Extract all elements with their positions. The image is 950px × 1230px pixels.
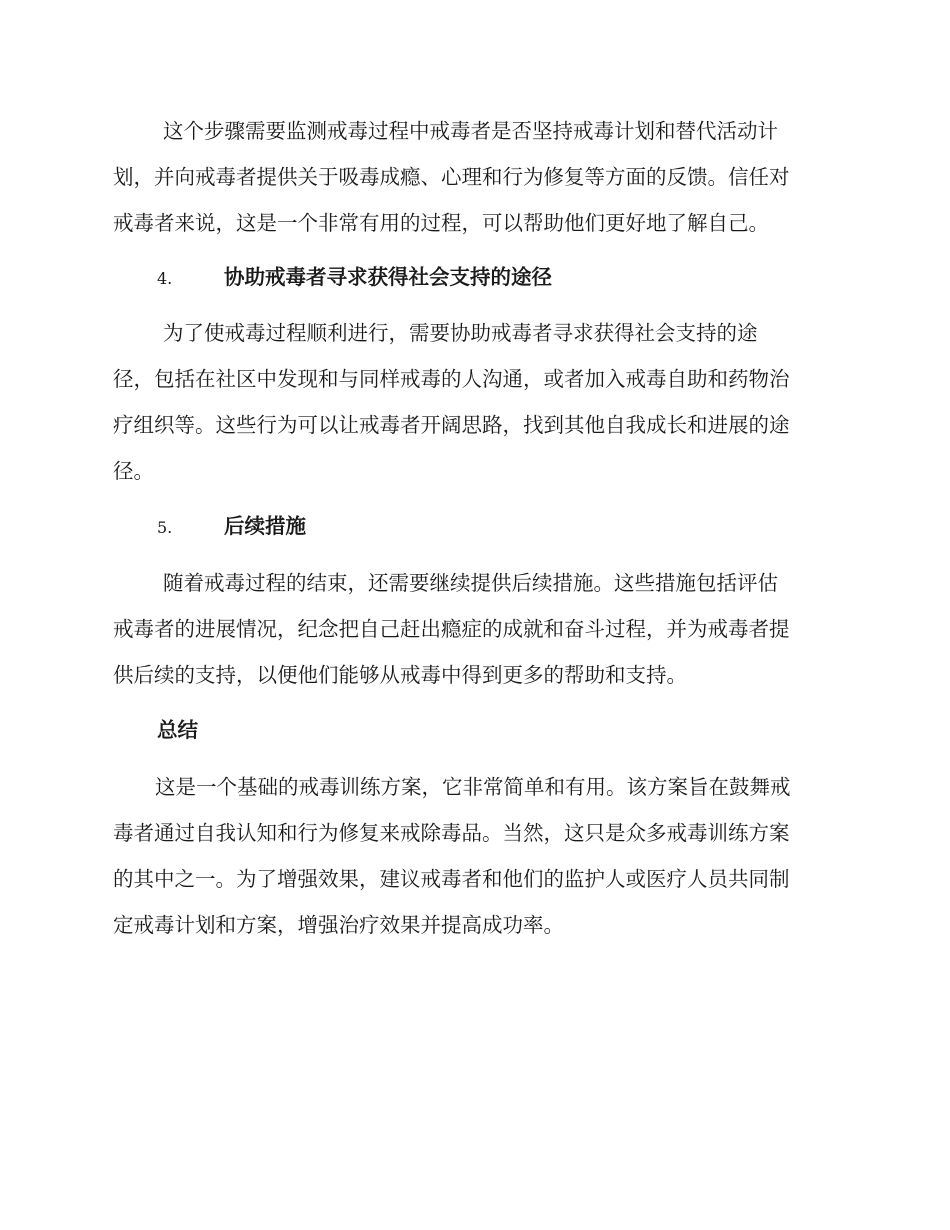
paragraph-line: 的其中之一。为了增强效果，建议戒毒者和他们的监护人或医疗人员共同制 bbox=[113, 867, 790, 891]
paragraph-line: 径。 bbox=[113, 459, 154, 483]
section-heading-5 bbox=[157, 512, 306, 542]
section-title: 协助戒毒者寻求获得社会支持的途径 bbox=[224, 265, 552, 289]
paragraph-followup bbox=[113, 560, 833, 698]
paragraph-line: 划，并向戒毒者提供关于吸毒成瘾、心理和行为修复等方面的反馈。信任对 bbox=[113, 165, 790, 189]
paragraph-line: 戒毒者的进展情况，纪念把自己赶出瘾症的成就和奋斗过程，并为戒毒者提 bbox=[113, 617, 790, 641]
paragraph-social-support bbox=[113, 310, 833, 494]
paragraph-line: 随着戒毒过程的结束，还需要继续提供后续措施。这些措施包括评估 bbox=[163, 571, 778, 595]
section-number: 4. bbox=[157, 269, 173, 288]
paragraph-line: 径，包括在社区中发现和与同样戒毒的人沟通，或者加入戒毒自助和药物治 bbox=[113, 367, 790, 391]
section-number: 5. bbox=[157, 518, 173, 537]
summary-title: 总结 bbox=[157, 718, 198, 742]
section-title: 后续措施 bbox=[224, 514, 306, 538]
paragraph-line: 这个步骤需要监测戒毒过程中戒毒者是否坚持戒毒计划和替代活动计 bbox=[163, 119, 778, 143]
paragraph-line: 这是一个基础的戒毒训练方案，它非常简单和有用。该方案旨在鼓舞戒 bbox=[155, 775, 791, 799]
section-heading-4 bbox=[157, 263, 552, 293]
paragraph-line: 供后续的支持，以便他们能够从戒毒中得到更多的帮助和支持。 bbox=[113, 663, 687, 687]
paragraph-line: 为了使戒毒过程顺利进行，需要协助戒毒者寻求获得社会支持的途 bbox=[163, 321, 758, 345]
paragraph-line: 毒者通过自我认知和行为修复来戒除毒品。当然，这只是众多戒毒训练方案 bbox=[113, 821, 790, 845]
paragraph-line: 戒毒者来说，这是一个非常有用的过程，可以帮助他们更好地了解自己。 bbox=[113, 211, 769, 235]
paragraph-monitoring bbox=[113, 108, 833, 246]
paragraph-line: 疗组织等。这些行为可以让戒毒者开阔思路，找到其他自我成长和进展的途 bbox=[113, 413, 790, 437]
paragraph-summary bbox=[113, 764, 833, 948]
paragraph-line: 定戒毒计划和方案，增强治疗效果并提高成功率。 bbox=[113, 913, 564, 937]
summary-heading bbox=[157, 716, 198, 744]
